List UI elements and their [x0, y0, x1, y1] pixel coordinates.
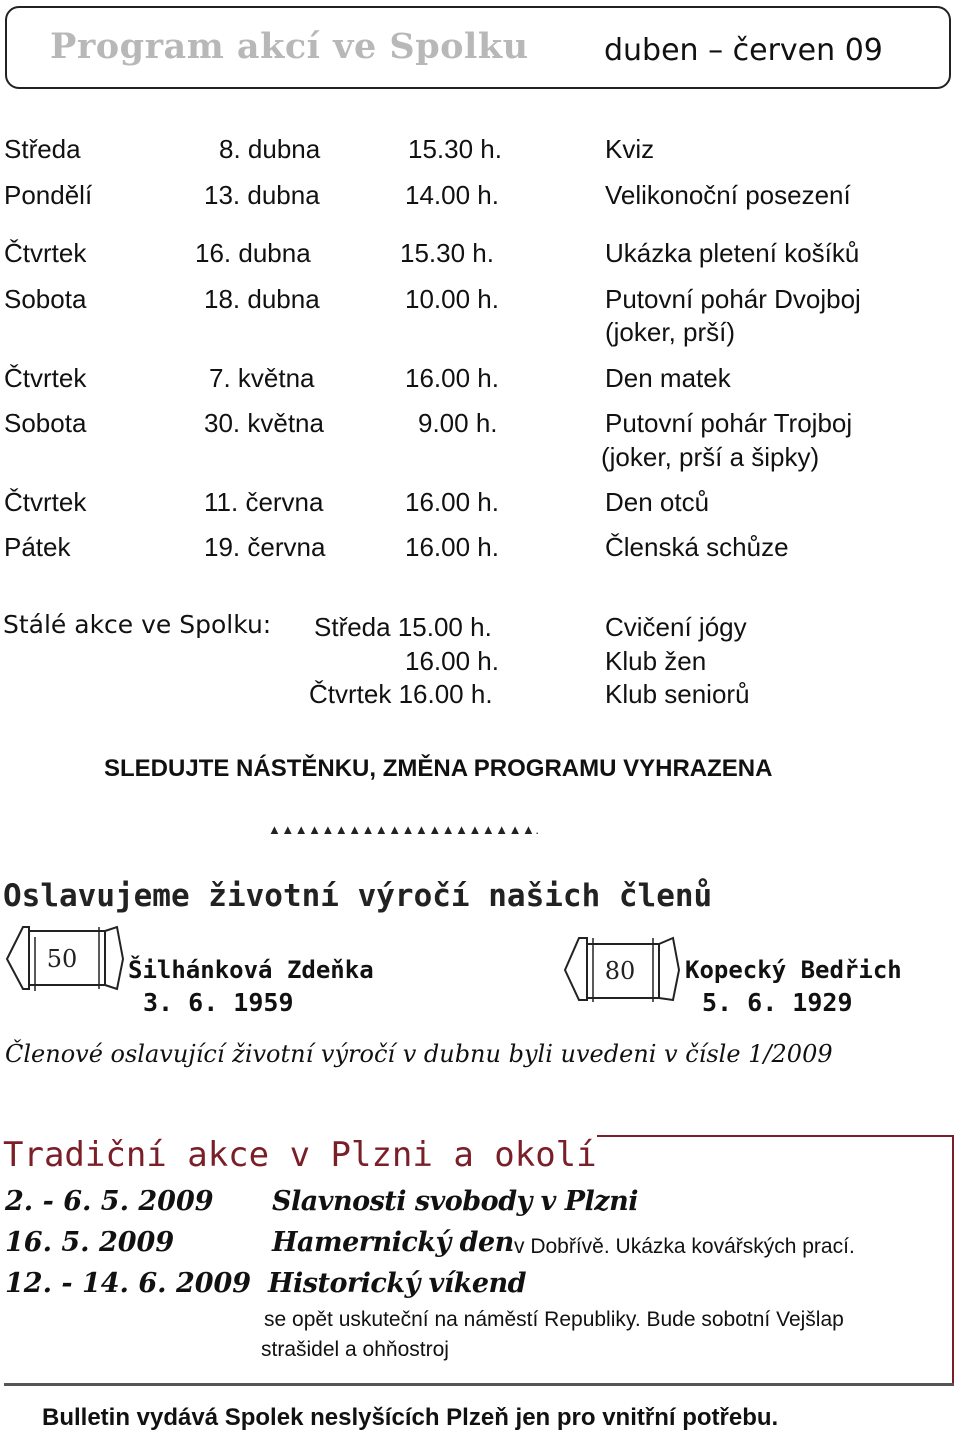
triangle-divider: ▲▲▲▲▲▲▲▲▲▲▲▲▲▲▲▲▲▲▲▲. [268, 822, 540, 837]
schedule-date: 13. dubna [204, 180, 320, 210]
event-name: Historický víkend [268, 1268, 527, 1299]
schedule-day: Čtvrtek [4, 238, 87, 268]
traditional-title: Tradiční akce v Plzni a okolí [3, 1135, 597, 1175]
age-badge-value: 80 [604, 957, 636, 985]
schedule-event: Den otců [605, 487, 710, 517]
member-name: Šilhánková Zdeňka [128, 956, 374, 984]
schedule-event: Putovní pohár Trojboj [605, 408, 853, 438]
schedule-time: 16.00 h. [405, 487, 499, 517]
footer-note: Bulletin vydává Spolek neslyšících Plzeň jen pro vnitřní potřebu. [42, 1404, 779, 1431]
event-description: se opět uskuteční na náměstí Republiky. Bude sobotní Vejšlap [264, 1308, 844, 1331]
schedule-date: 30. května [204, 408, 324, 438]
permanent-label: Stálé akce ve Spolku: [3, 610, 272, 639]
frame-line-right [952, 1135, 954, 1385]
member-birthdate: 3. 6. 1959 [143, 988, 294, 1017]
schedule-day: Pondělí [4, 180, 93, 210]
event-date: 16. 5. 2009 [5, 1227, 175, 1258]
schedule-time: 15.30 h. [400, 238, 494, 268]
event-name: Hamernický den [272, 1227, 514, 1258]
schedule-time: 16.00 h. [405, 532, 499, 562]
event-name: Slavnosti svobody v Plzni [272, 1186, 639, 1217]
schedule-date: 18. dubna [204, 284, 320, 314]
anniversaries-note: Členové oslavující životní výročí v dubnu byli uvedeni v čísle 1/2009 [5, 1040, 833, 1068]
permanent-event: Klub seniorů [605, 679, 750, 709]
schedule-date: 7. května [209, 363, 315, 393]
schedule-day: Čtvrtek [4, 363, 87, 393]
schedule-event: Velikonoční posezení [605, 180, 851, 210]
schedule-date: 16. dubna [195, 238, 311, 268]
schedule-event-detail: (joker, prší a šipky) [601, 442, 820, 472]
member-name: Kopecký Bedřich [685, 956, 902, 984]
schedule-time: 16.00 h. [405, 363, 499, 393]
event-date: 12. - 14. 6. 2009 [5, 1268, 252, 1299]
schedule-event: Členská schůze [605, 532, 789, 562]
anniversaries-title: Oslavujeme životní výročí našich členů [3, 878, 713, 914]
permanent-when: Čtvrtek 16.00 h. [309, 679, 493, 709]
permanent-event: Cvičení jógy [605, 612, 747, 642]
event-description: strašidel a ohňostroj [261, 1338, 449, 1361]
schedule-time: 10.00 h. [405, 284, 499, 314]
frame-line-top [597, 1135, 953, 1137]
member-birthdate: 5. 6. 1929 [702, 988, 853, 1017]
permanent-event: Klub žen [605, 646, 707, 676]
schedule-day: Středa [4, 134, 81, 164]
schedule-date: 8. dubna [219, 134, 321, 164]
schedule-time: 9.00 h. [418, 408, 498, 438]
schedule-day: Sobota [4, 284, 87, 314]
schedule-event: Kviz [605, 134, 655, 164]
schedule-date: 19. června [204, 532, 326, 562]
schedule-event: Den matek [605, 363, 731, 393]
frame-line-bottom [4, 1383, 954, 1386]
schedule-time: 15.30 h. [408, 134, 502, 164]
schedule-date: 11. června [204, 487, 324, 517]
page-title: Program akcí ve Spolku [50, 26, 529, 67]
schedule-event: Putovní pohár Dvojboj [605, 284, 861, 314]
event-description: v Dobřívě. Ukázka kovářských prací. [514, 1235, 855, 1258]
program-change-notice: SLEDUJTE NÁSTĚNKU, ZMĚNA PROGRAMU VYHRAZENA [104, 755, 773, 782]
permanent-when: Středa 15.00 h. [314, 612, 492, 642]
schedule-day: Pátek [4, 532, 71, 562]
schedule-event-detail: (joker, prší) [605, 317, 736, 347]
page-period: duben – červen 09 [604, 33, 883, 68]
permanent-when: 16.00 h. [405, 646, 499, 676]
schedule-time: 14.00 h. [405, 180, 499, 210]
age-badge-value: 50 [46, 945, 78, 973]
schedule-event: Ukázka pletení košíků [605, 238, 860, 268]
schedule-day: Sobota [4, 408, 87, 438]
schedule-day: Čtvrtek [4, 487, 87, 517]
event-date: 2. - 6. 5. 2009 [5, 1186, 214, 1217]
